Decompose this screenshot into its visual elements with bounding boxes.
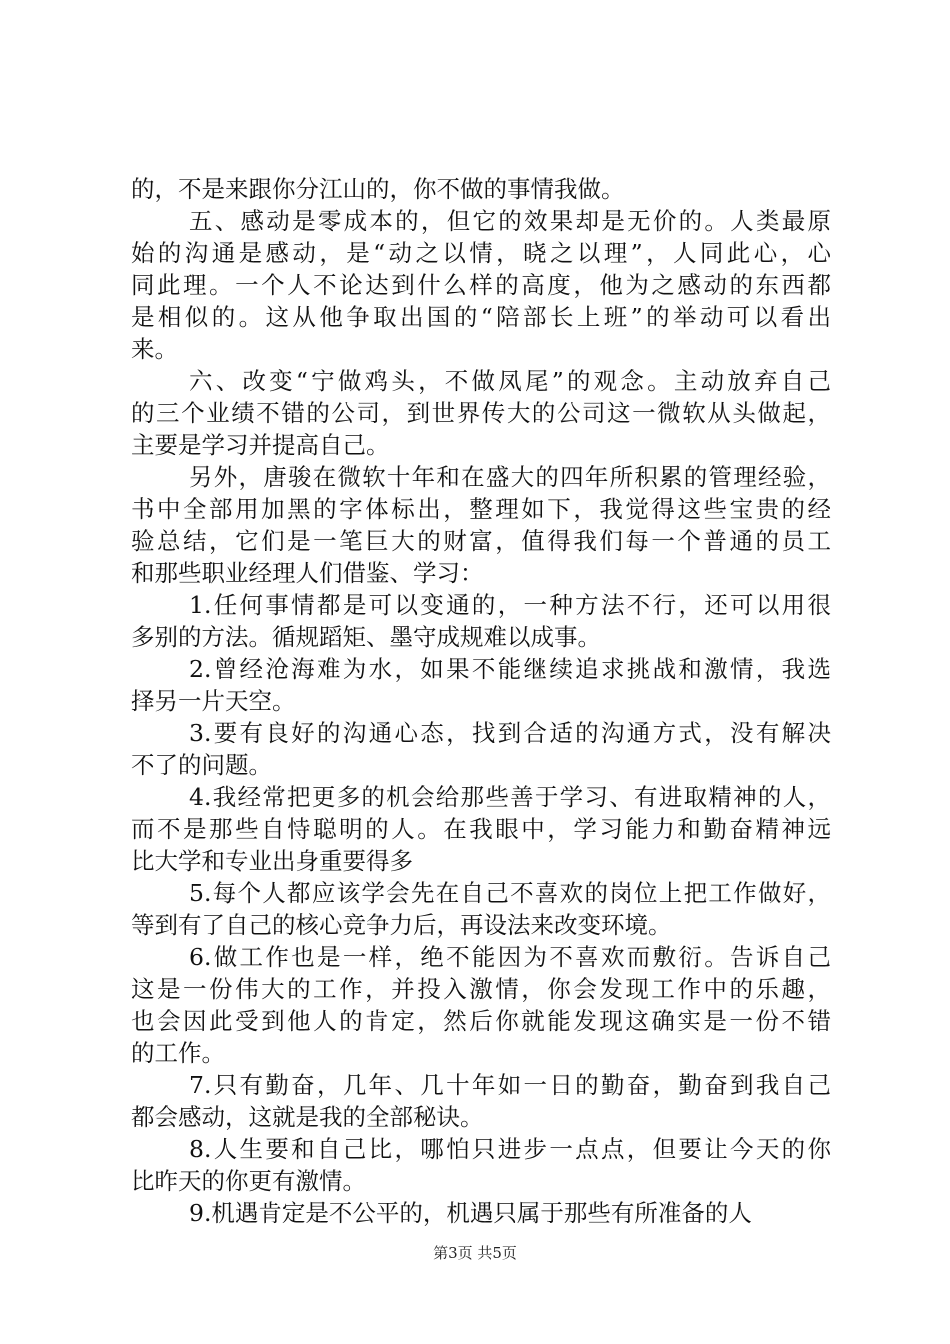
text-line: 来。	[131, 335, 178, 363]
text-line: 的三个业绩不错的公司，到世界传大的公司这一微软从头做起，	[131, 399, 831, 427]
text-line: 另外，唐骏在微软十年和在盛大的四年所积累的管理经验，	[189, 463, 831, 491]
text-line: 4.我经常把更多的机会给那些善于学习、有进取精神的人，	[189, 783, 831, 811]
text-line: 多别的方法。循规蹈矩、墨守成规难以成事。	[131, 623, 601, 651]
text-line: 1.任何事情都是可以变通的，一种方法不行，还可以用很	[189, 591, 831, 619]
text-line: 和那些职业经理人们借鉴、学习：	[131, 559, 484, 587]
text-line: 比大学和专业出身重要得多	[131, 847, 413, 875]
text-line: 3.要有良好的沟通心态，找到合适的沟通方式，没有解决	[189, 719, 831, 747]
text-line: 5.每个人都应该学会先在自己不喜欢的岗位上把工作做好，	[189, 879, 831, 907]
text-line: 8.人生要和自己比，哪怕只进步一点点，但要让今天的你	[189, 1135, 831, 1163]
text-line: 比昨天的你更有激情。	[131, 1167, 366, 1195]
text-line: 也会因此受到他人的肯定，然后你就能发现这确实是一份不错	[131, 1007, 831, 1035]
text-line: 2.曾经沧海难为水，如果不能继续追求挑战和激情，我选	[189, 655, 831, 683]
text-line: 6.做工作也是一样，绝不能因为不喜欢而敷衍。告诉自己	[189, 943, 831, 971]
text-line: 都会感动，这就是我的全部秘诀。	[131, 1103, 484, 1131]
text-line: 的工作。	[131, 1039, 225, 1067]
text-line: 六、改变“宁做鸡头，不做凤尾”的观念。主动放弃自己	[189, 367, 831, 395]
text-line: 不了的问题。	[131, 751, 272, 779]
body-text	[131, 173, 831, 1229]
text-line: 五、感动是零成本的，但它的效果却是无价的。人类最原	[189, 207, 831, 235]
page-footer: 第3页 共5页	[433, 1244, 517, 1262]
text-line: 等到有了自己的核心竞争力后，再设法来改变环境。	[131, 911, 672, 939]
text-line: 书中全部用加黑的字体标出，整理如下，我觉得这些宝贵的经	[131, 495, 831, 523]
text-line: 择另一片天空。	[131, 687, 296, 715]
text-line: 主要是学习并提高自己。	[131, 431, 390, 459]
text-line: 同此理。一个人不论达到什么样的高度，他为之感动的东西都	[131, 271, 831, 299]
text-line: 7.只有勤奋，几年、几十年如一日的勤奋，勤奋到我自己	[189, 1071, 831, 1099]
text-line: 而不是那些自恃聪明的人。在我眼中，学习能力和勤奋精神远	[131, 815, 831, 843]
text-line: 9.机遇肯定是不公平的，机遇只属于那些有所准备的人	[189, 1199, 752, 1227]
text-line: 是相似的。这从他争取出国的“陪部长上班”的举动可以看出	[131, 303, 831, 331]
text-line: 验总结，它们是一笔巨大的财富，值得我们每一个普通的员工	[131, 527, 831, 555]
text-line: 的，不是来跟你分江山的，你不做的事情我做。	[131, 175, 625, 203]
text-line: 始的沟通是感动，是“动之以情，晓之以理”，人同此心，心	[131, 239, 831, 267]
text-line: 这是一份伟大的工作，并投入激情，你会发现工作中的乐趣，	[131, 975, 831, 1003]
